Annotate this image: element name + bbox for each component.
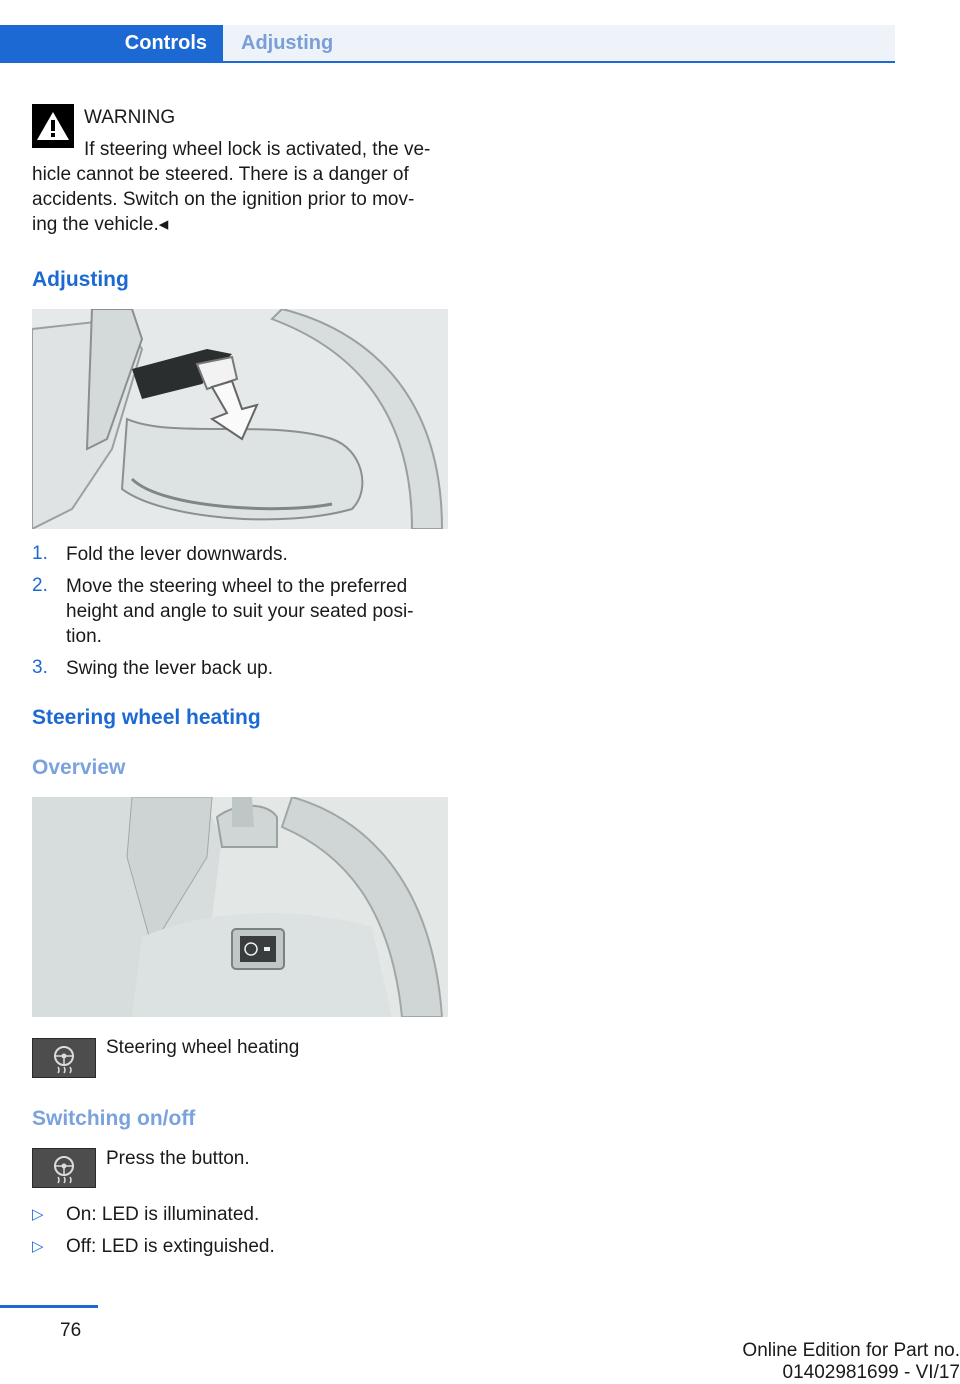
steering-wheel-heating-button-icon-2 [32, 1148, 96, 1188]
tab-adjusting[interactable]: Adjusting [223, 25, 895, 62]
step-number-3: 3. [32, 657, 48, 678]
step-2-line-2: height and angle to suit your seated posi- [66, 601, 414, 622]
steering-wheel-heating-button-icon [32, 1038, 96, 1078]
warning-line-4: ing the vehicle.◂ [32, 214, 169, 235]
warning-line-2: hicle cannot be steered. There is a danger of [32, 164, 409, 185]
warning-icon [32, 104, 74, 148]
warning-line-1: If steering wheel lock is activated, the ve- [84, 139, 431, 160]
heating-illustration [32, 797, 448, 1017]
heading-adjusting: Adjusting [32, 268, 129, 291]
page-number: 76 [60, 1320, 82, 1341]
bullet-on: On: LED is illuminated. [66, 1204, 260, 1225]
bullet-triangle-icon: ▷ [32, 1206, 44, 1223]
step-number-1: 1. [32, 543, 48, 564]
bullet-off: Off: LED is extinguished. [66, 1236, 275, 1257]
subheading-switching: Switching on/off [32, 1107, 196, 1130]
subheading-overview: Overview [32, 756, 126, 779]
footer-edition: Online Edition for Part no. 01402981699 - VI/17 [742, 1340, 960, 1383]
adjusting-illustration [32, 309, 448, 529]
warning-line-3: accidents. Switch on the ignition prior to mov- [32, 189, 415, 210]
step-2-line-3: tion. [66, 626, 102, 647]
button-caption: Steering wheel heating [106, 1037, 300, 1058]
step-number-2: 2. [32, 575, 48, 596]
step-1-text: Fold the lever downwards. [66, 544, 288, 565]
warning-title: WARNING [84, 107, 176, 128]
bullet-triangle-icon: ▷ [32, 1238, 44, 1255]
press-button-text: Press the button. [106, 1148, 250, 1169]
footer-rule [0, 1305, 98, 1308]
tab-controls[interactable]: Controls [0, 25, 223, 62]
header-rule [0, 61, 895, 63]
step-2-line-1: Move the steering wheel to the preferred [66, 576, 408, 597]
step-3-text: Swing the lever back up. [66, 658, 274, 679]
heading-steering-wheel-heating: Steering wheel heating [32, 706, 261, 729]
